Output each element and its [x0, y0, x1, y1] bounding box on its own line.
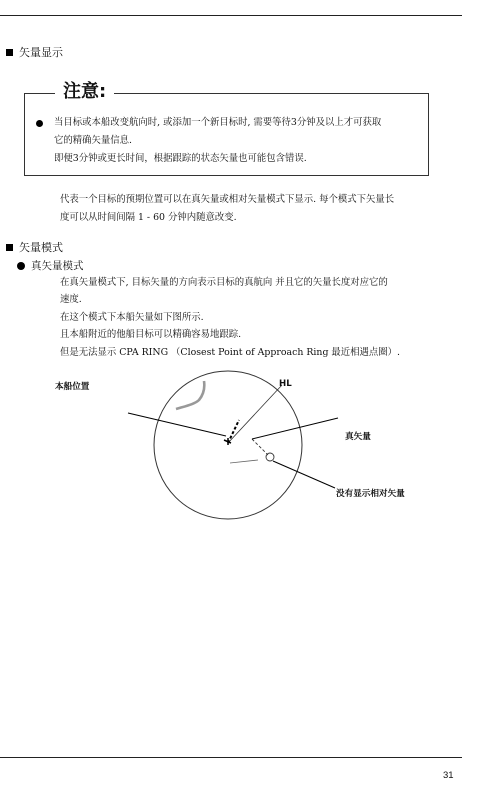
subheading-label: 真矢量模式 — [31, 260, 84, 272]
caution-title: 注意: — [55, 80, 114, 104]
footer-rule — [0, 757, 462, 758]
caution-line-3: 即便3分钟或更长时间，根据跟踪的状态矢量也可能包含错误. — [54, 153, 307, 164]
target-symbol — [266, 453, 274, 461]
label-hl: HL — [279, 379, 292, 389]
true-mode-line-4: 且本船附近的他船目标可以精确容易地跟踪. — [60, 329, 242, 340]
own-ship-vector — [228, 420, 239, 443]
target-true-vector — [252, 439, 268, 455]
true-mode-line-5: 但是无法显示 CPA RING （Closest Point of Approach Ring 最近相遇点圈）. — [60, 347, 401, 358]
target-wake — [230, 460, 258, 463]
intro-line-1: 代表一个目标的预期位置可以在真矢量或相对矢量模式下显示. 每个模式下矢量长 — [60, 194, 395, 205]
intro-line-2: 度可以从时间间隔 1 - 60 分钟内随意改变. — [60, 212, 237, 223]
true-mode-line-2: 速度. — [60, 294, 82, 305]
caution-line-2: 它的精确矢量信息. — [54, 135, 132, 146]
label-true-vector: 真矢量 — [345, 432, 371, 442]
page-number: 31 — [443, 770, 454, 781]
true-mode-line-3: 在这个模式下本船矢量如下图所示. — [60, 312, 204, 323]
true-mode-line-1: 在真矢量模式下, 目标矢量的方向表示目标的真航向 并且它的矢量长度对应它的 — [60, 277, 388, 288]
own-ship-leader — [128, 413, 226, 436]
caution-line-1: 当目标或本船改变航向时, 或添加一个新目标时, 需要等待3分钟及以上才可获取 — [54, 117, 382, 128]
section-title: 矢量显示 — [19, 46, 63, 59]
section-title: 矢量模式 — [19, 241, 63, 254]
true-vector-leader — [252, 418, 338, 439]
no-relative-vector-leader — [273, 461, 335, 488]
coastline — [176, 381, 204, 409]
label-own-ship-position: 本船位置 — [55, 382, 90, 392]
label-no-relative-vector: 没有显示相对矢量 — [336, 489, 405, 499]
heading-line — [228, 385, 282, 443]
